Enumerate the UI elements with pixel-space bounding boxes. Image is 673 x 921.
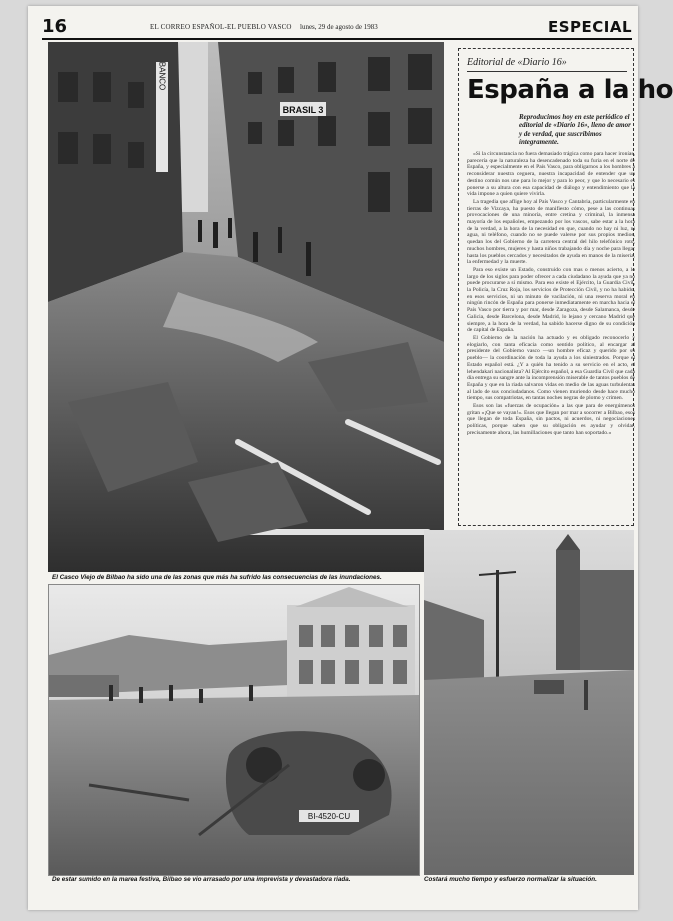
- editorial-lead: Reproducimos hoy en este periódico el editorial de «Diario 16», lleno de amor y de verdad, que suscribimos íntegramente.: [519, 113, 631, 147]
- editorial-body: [467, 151, 635, 519]
- editorial-paragraph: El Gobierno de la nación ha actuado y es obligado reconocerlo y elogiarlo, con tanta eficacia como sentido político, al encargar al presidente del Gobierno vasco —un hombre eficaz y querido por su pueblo— la coordinación de toda la ayuda a los siniestrados. Porque el Estado español está. ¿Y a quién ha tenido a su servicio en el acto, el lehendakari nacionalista? Al Ejército español, a esa Guardia Civil que cada día entrega su sangre ante la incomprensión miserable de tantos pueblos de España y que en la riada salvaron vidas en medio de las aguas turbulentas al lado de sus conciudadanos. Como vienen muriendo desde hace mucho tiempo, sus compatriotas, en tantas noches negras de plomo y crimen.: [467, 334, 635, 402]
- photo-caption-wrecked-car: De estar sumido en la marea festiva, Bilbao se vio arrasado por una imprevista y devastadora riada.: [52, 876, 351, 883]
- editorial-divider: [467, 71, 627, 72]
- masthead: EL CORREO ESPAÑOL-EL PUEBLO VASCO: [150, 23, 292, 31]
- sign-banco: BANCO: [157, 61, 167, 91]
- editorial-paragraph: La tragedia que aflige hoy al País Vasco y Cantabria, particularmente en tierras de Vizcaya, ha puesto de manifiesto cómo, pese a las continuas provocaciones de una minoría, entre cretina y criminal, la inmensa mayoría de los españoles, empezando por los vascos, sabe estar a la hora de la verdad, a la hora de la necesidad en que, cuando no hay ni luz, ni agua, ni teléfono, cuando no se puede valerse por sus propios medios, quedan los del Gobierno de la carretera central del hilo telefónico roto, muchos hombres, mujeres y hasta niños trabajando día y noche para llegar hasta los pueblos cercados y necesitados de ayuda en manos de la miseria, la enfermedad y la muerte.: [467, 198, 635, 266]
- photo-wrecked-car: [48, 584, 420, 876]
- page-number: 16: [42, 16, 68, 37]
- editorial-paragraph: Para eso existe un Estado, construido con mas o menos acierto, a lo largo de los siglos para poder ofrecer a cada ciudadano la ayuda que ya no puede procurarse a sí mismo. Para eso existe el Ejército, la Guardia Civil, la Policía, la Cruz Roja, los servicios de Protección Civil, y no ha habido, en esos servicios, ni un minuto de vacilación, ni una reserva moral en ningún rincón de España para ponerse inmediatamente en marcha hacia el País Vasco por tierra y por mar, desde Zaragoza, desde Salamanca, desde Galicia, desde Barcelona, desde Madrid, lo lejano y cercano Madrid que siempre, a la hora de la verdad, ha sabido hacerse digno de su condición de capital de España.: [467, 266, 635, 334]
- photo-casco-viejo: [48, 42, 444, 572]
- editorial-paragraph: Esos son las «fuerzas de ocupación» a las que para de energúmenos gritan «¡Que se vayan!». Esos que llegan por mar a socorrer a Bilbao, esos que llegan de toda España, sin pactos, ni acuerdos, ni negociaciones políticas, porque saben que su obligación es ayudar y olvidar, precisamente ahora, las humillaciones que tanto han soportado.»: [467, 403, 635, 436]
- editorial-box: [458, 48, 673, 526]
- newspaper-page: [28, 6, 673, 910]
- issue-date: lunes, 29 de agosto de 1983: [300, 23, 378, 31]
- license-plate: BI-4520-CU: [307, 812, 351, 821]
- sign-brasil: BRASIL 3: [282, 105, 324, 115]
- section-title: ESPECIAL: [547, 18, 632, 36]
- photo-flooded-square: [424, 530, 634, 875]
- page-header: [42, 16, 632, 40]
- editorial-title: España a la ho: [467, 75, 673, 105]
- editorial-kicker: Editorial de «Diario 16»: [467, 57, 567, 68]
- photo-caption-flooded-square: Costará mucho tiempo y esfuerzo normalizar la situación.: [424, 876, 597, 883]
- editorial-paragraph: «Si la circunstancia no fuera demasiado trágica como para hacer ironías, parecería que la naturaleza ha desencadenado toda su furia en el norte de España, y especialmente en el País Vasco, para obligarnos a los hombres a reconsiderar nuestra ceguera, nuestra incapacidad de entender que un destino común nos une para lo mejor y para lo peor, y que lo necesario es ponerse a su altura con esa capacidad de diálogo y entendimiento que la vida impone a quien quiere vivirla.: [467, 151, 635, 198]
- photo-caption-casco-viejo: El Casco Viejo de Bilbao ha sido una de las zonas que más ha sufrido las consecuencias de las inundaciones.: [52, 574, 382, 581]
